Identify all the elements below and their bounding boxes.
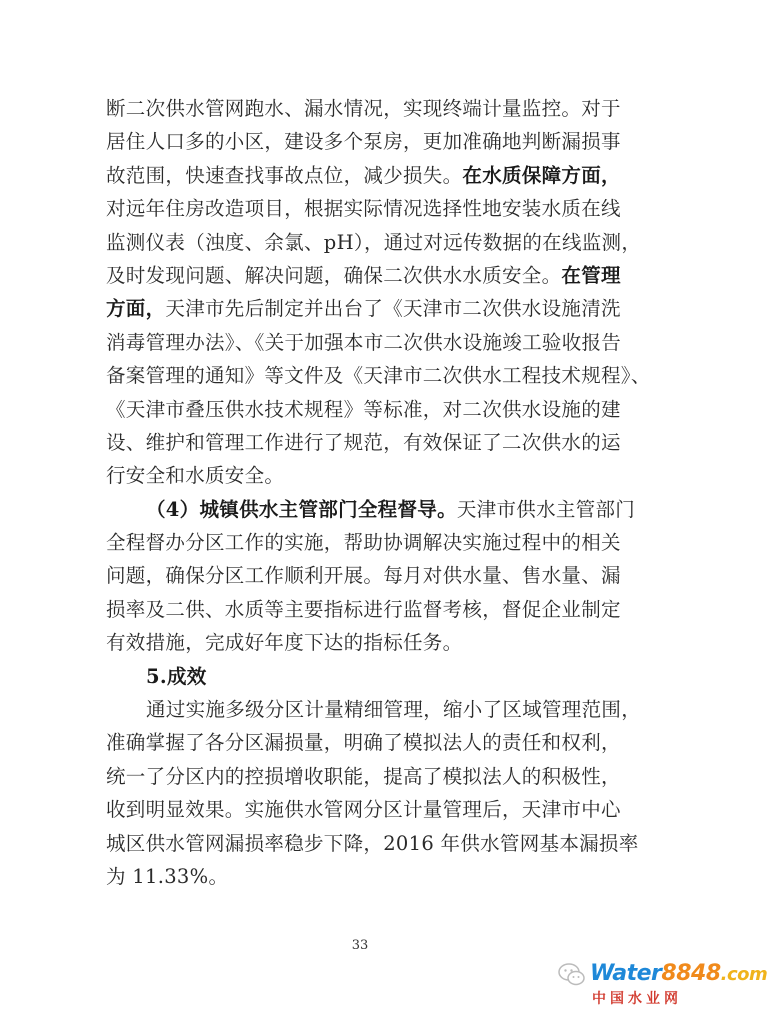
page-number: 33: [351, 938, 369, 953]
text-segment: 收到明显效果。实施供水管网分区计量管理后，天津市中心: [106, 798, 621, 822]
wechat-icon: [558, 962, 586, 988]
bold-text-segment: 方面，: [106, 297, 166, 321]
text-line: [106, 192, 626, 225]
logo-part-water: Water: [590, 961, 662, 986]
text-line: [106, 693, 642, 726]
text-segment: 行安全和水质安全。: [106, 464, 285, 488]
text-line: [106, 92, 626, 125]
text-segment: 损率及二供、水质等主要指标进行监督考核，督促企业制定: [106, 597, 621, 621]
text-line: [106, 559, 626, 592]
text-segment: 断二次供水管网跑水、漏水情况，实现终端计量监控。对于: [106, 97, 621, 120]
text-line: [106, 259, 626, 292]
text-line: [106, 159, 626, 192]
text-line: [106, 125, 626, 158]
text-segment: 统一了分区内的控损增收职能，提高了模拟法人的积极性，: [106, 764, 621, 788]
text-segment: 为 11.33%。: [106, 864, 229, 888]
text-segment: 故范围，快速查找事故点位，减少损失。: [106, 163, 463, 187]
text-segment: 监测仪表（浊度、余氯、pH），通过对远传数据的在线监测，: [106, 230, 642, 254]
text-line: [106, 760, 626, 793]
text-segment: 天津市先后制定并出台了《天津市二次供水设施清洗: [165, 297, 621, 321]
text-line: [106, 493, 636, 526]
text-line: [106, 393, 626, 426]
text-segment: 《天津市叠压供水技术规程》等标准，对二次供水设施的建: [106, 397, 621, 421]
text-line: [106, 726, 626, 759]
text-line: [106, 593, 626, 626]
text-line: [106, 459, 626, 492]
text-line: [106, 426, 626, 459]
text-segment: 及时发现问题、解决问题，确保二次供水水质安全。: [106, 263, 562, 287]
text-line: [106, 626, 626, 659]
text-line: [106, 526, 626, 559]
bold-text-segment: 5.成效: [146, 664, 207, 688]
text-segment: 设、维护和管理工作进行了规范，有效保证了二次供水的运: [106, 430, 621, 454]
text-segment: 居住人口多的小区，建设多个泵房，更加准确地判断漏损事: [106, 130, 621, 154]
bold-text-segment: 在管理: [561, 263, 621, 287]
logo-part-number: 8848: [661, 961, 721, 986]
text-segment: 全程督办分区工作的实施，帮助协调解决实施过程中的相关: [106, 531, 621, 555]
body-text: [106, 92, 651, 893]
bold-text-segment: 在水质保障方面，: [462, 163, 621, 187]
text-segment: 天津市供水主管部门: [456, 497, 636, 521]
text-line: [106, 326, 626, 359]
text-segment: 对远年住房改造项目，根据实际情况选择性地安装水质在线: [106, 197, 621, 221]
text-line: [106, 226, 642, 259]
text-line: [106, 793, 626, 826]
text-line: [106, 827, 639, 860]
logo-subtitle: 中国水业网: [592, 991, 682, 1007]
bold-text-segment: （4）城镇供水主管部门全程督导。: [146, 497, 457, 521]
text-line: [106, 359, 651, 392]
text-line: [106, 660, 626, 693]
text-segment: 准确掌握了各分区漏损量，明确了模拟法人的责任和权利，: [106, 731, 621, 755]
text-segment: 有效措施，完成好年度下达的指标任务。: [106, 631, 463, 655]
text-segment: 消毒管理办法》、《关于加强本市二次供水设施竣工验收报告: [106, 330, 622, 354]
text-segment: 通过实施多级分区计量精细管理，缩小了区域管理范围，: [146, 698, 642, 722]
text-segment: 问题，确保分区工作顺利开展。每月对供水量、售水量、漏: [106, 564, 621, 588]
logo-part-domain: .com: [720, 964, 767, 985]
text-line: [106, 292, 626, 325]
text-segment: 备案管理的通知》等文件及《天津市二次供水工程技术规程》、: [106, 364, 651, 388]
text-segment: 城区供水管网漏损率稳步下降，2016 年供水管网基本漏损率: [106, 831, 639, 855]
text-line: [106, 860, 626, 893]
water8848-logo: [590, 962, 767, 987]
